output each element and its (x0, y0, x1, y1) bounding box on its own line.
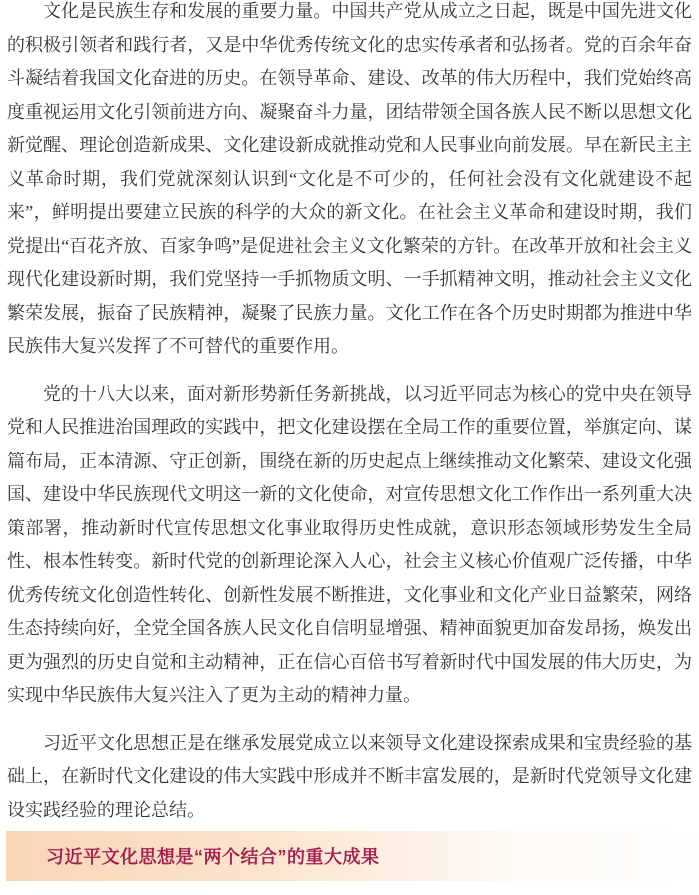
section-heading-banner (6, 831, 699, 881)
section-heading: 习近平文化思想是“两个结合”的重大成果 (46, 847, 380, 867)
paragraph-1: 文化是民族生存和发展的重要力量。中国共产党从成立之日起，既是中国先进文化的积极引领者和践行者，又是中华优秀传统文化的忠实传承者和弘扬者。党的百余年奋斗凝结着我国文化奋进的历史。在领导革命、建设、改革的伟大历程中，我们党始终高度重视运用文化引领前进方向、凝聚奋斗力量，团结带领全国各族人民不断以思想文化新觉醒、理论创造新成果、文化建设新成就推动党和人民事业向前发展。早在新民主主义革命时期，我们党就深刻认识到“文化是不可少的，任何社会没有文化就建设不起来”，鲜明提出要建立民族的科学的大众的新文化。在社会主义革命和建设时期，我们党提出“百花齐放、百家争鸣”是促进社会主义文化繁荣的方针。在改革开放和社会主义现代化建设新时期，我们党坚持一手抓物质文明、一手抓精神文明，推动社会主义文化繁荣发展，振奋了民族精神，凝聚了民族力量。文化工作在各个历史时期都为推进中华民族伟大复兴发挥了不可替代的重要作用。 (7, 1, 692, 356)
paragraph-3: 习近平文化思想正是在继承发展党成立以来领导文化建设探索成果和宝贵经验的基础上，在新时代文化建设的伟大实践中形成并不断丰富发展的，是新时代党领导文化建设实践经验的理论总结。 (7, 732, 692, 820)
article-body (7, 0, 692, 827)
paragraph-2: 党的十八大以来，面对新形势新任务新挑战，以习近平同志为核心的党中央在领导党和人民推进治国理政的实践中，把文化建设摆在全局工作的重要位置，举旗定向、谋篇布局，正本清源、守正创新，围绕在新的历史起点上继续推动文化繁荣、建设文化强国、建设中华民族现代文明这一新的文化使命，对宣传思想文化工作作出一系列重大决策部署，推动新时代宣传思想文化事业取得历史性成就，意识形态领域形势发生全局性、根本性转变。新时代党的创新理论深入人心，社会主义核心价值观广泛传播，中华优秀传统文化创造性转化、创新性发展不断推进，文化事业和文化产业日益繁荣，网络生态持续向好，全党全国各族人民文化自信明显增强、精神面貌更加奋发昂扬，焕发出更为强烈的历史自觉和主动精神，正在信心百倍书写着新时代中国发展的伟大历史，为实现中华民族伟大复兴注入了更为主动的精神力量。 (7, 383, 692, 705)
